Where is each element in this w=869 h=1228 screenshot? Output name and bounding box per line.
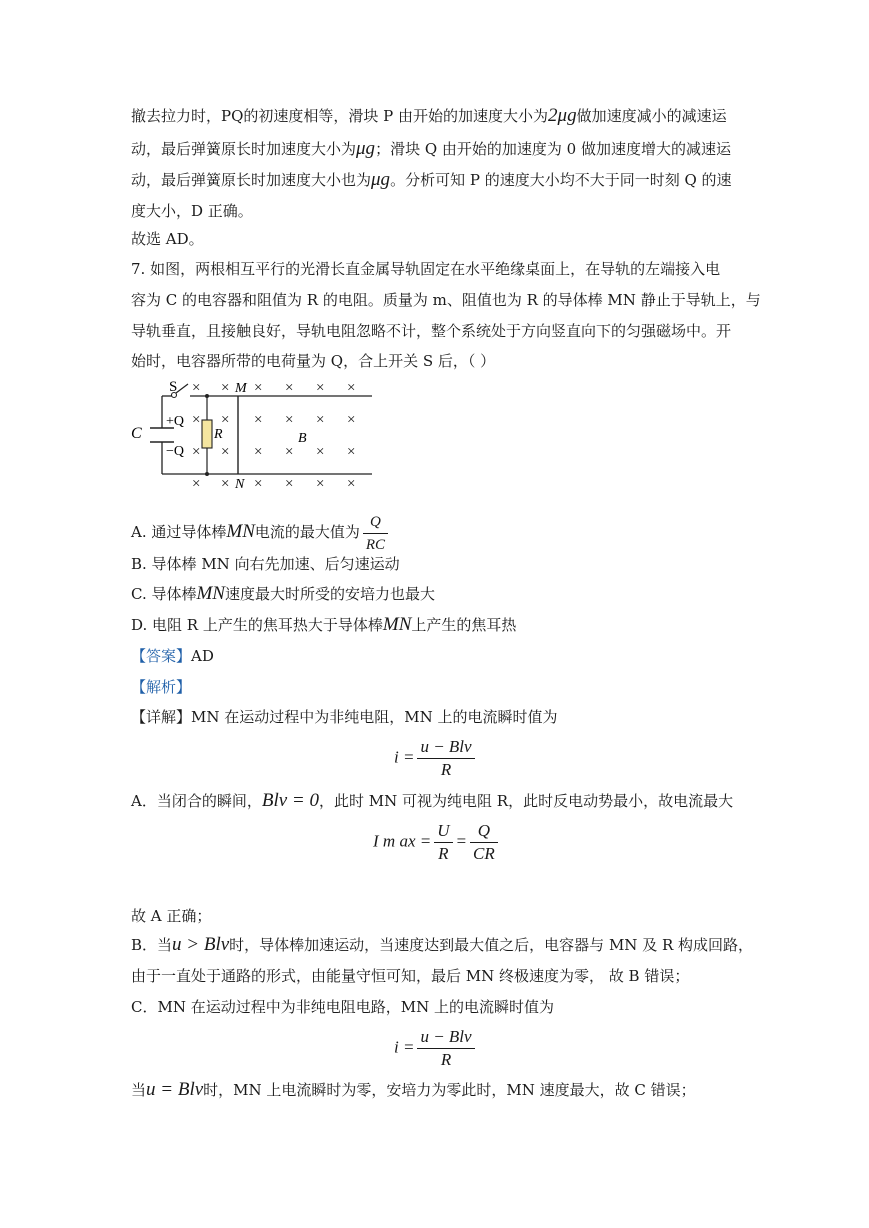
solution-conclusion: 故选 AD。	[131, 230, 204, 248]
question-line-4: 始时，电容器所带的电荷量为 Q，合上开关 S 后，（ ）	[131, 352, 496, 370]
solution-line-1: 撤去拉力时，PQ的初速度相等，滑块 P 由开始的加速度大小为2μg做加速度减小的减速运	[131, 105, 727, 126]
analysis-b-line-2: 由于一直处于通路的形式，由能量守恒可知，最后 MN 终极速度为零， 故 B 错误；	[131, 967, 690, 985]
solution-line-4: 度大小，D 正确。	[131, 202, 253, 220]
detail-line: 【详解】MN 在运动过程中为非纯电阻，MN 上的电流瞬时值为	[131, 708, 558, 726]
m-label: M	[235, 381, 247, 396]
minus-q-label: −Q	[166, 444, 185, 459]
svg-text:×: ×	[254, 444, 263, 460]
svg-text:×: ×	[347, 412, 356, 428]
svg-text:×: ×	[316, 412, 325, 428]
svg-text:×: ×	[316, 476, 325, 492]
svg-text:×: ×	[316, 380, 325, 396]
svg-text:×: ×	[192, 412, 201, 428]
switch-label: S	[169, 379, 178, 395]
analysis-last-line: 当u = Blv时，MN 上电流瞬时为零，安培力为零此时，MN 速度最大，故 C 错误；	[131, 1079, 696, 1100]
question-line-3: 导轨垂直，且接触良好，导轨电阻忽略不计，整个系统处于方向竖直向下的匀强磁场中。开	[131, 322, 732, 340]
svg-text:×: ×	[285, 444, 294, 460]
option-a: A. 通过导体棒MN电流的最大值为 $\frac{Q}{RC}$	[131, 510, 391, 556]
svg-text:×: ×	[192, 476, 201, 492]
analysis-a-line: A．当闭合的瞬间，Blv = 0，此时 MN 可视为纯电阻 R，此时反电动势最小，故电流最大	[131, 790, 734, 811]
svg-text:×: ×	[192, 444, 201, 460]
capacitor-label: C	[131, 425, 142, 442]
equation-2: I m ax = $\frac{U}{R}$ = $\frac{Q}{CR}$	[373, 820, 501, 865]
svg-text:×: ×	[285, 476, 294, 492]
svg-text:×: ×	[316, 444, 325, 460]
svg-text:×: ×	[347, 444, 356, 460]
plus-q-label: +Q	[166, 414, 185, 429]
equation-3: i = $\frac{\text{u − Blv}}{R}$	[394, 1026, 478, 1071]
svg-text:×: ×	[221, 380, 230, 396]
equation-1: i = $\frac{\text{u − Blv}}{R}$	[394, 736, 478, 781]
option-d: D. 电阻 R 上产生的焦耳热大于导体棒MN上产生的焦耳热	[131, 614, 517, 635]
field-label: B	[298, 431, 307, 446]
solution-line-3: 动，最后弹簧原长时加速度大小也为μg。分析可知 P 的速度大小均不大于同一时刻 Q 的速	[131, 169, 732, 190]
svg-text:×: ×	[285, 412, 294, 428]
svg-text:×: ×	[347, 476, 356, 492]
svg-text:×: ×	[221, 444, 230, 460]
svg-text:×: ×	[254, 380, 263, 396]
question-line-2: 容为 C 的电容器和阻值为 R 的电阻。质量为 m、阻值也为 R 的导体棒 MN 静止于导轨上，与	[131, 291, 761, 309]
option-b: B. 导体棒 MN 向右先加速、后匀速运动	[131, 555, 400, 573]
analysis-b-line-1: B．当u > Blv时，导体棒加速运动，当速度达到最大值之后，电容器与 MN 及 R 构成回路，	[131, 934, 754, 955]
answer-line: 【答案】AD	[131, 647, 214, 665]
circuit-figure	[128, 372, 378, 494]
analysis-label: 【解析】	[131, 678, 192, 696]
svg-text:×: ×	[254, 412, 263, 428]
question-line-1: 7. 如图，两根相互平行的光滑长直金属导轨固定在水平绝缘桌面上，在导轨的左端接入电	[131, 260, 721, 278]
svg-text:×: ×	[347, 380, 356, 396]
svg-text:×: ×	[221, 476, 230, 492]
svg-text:×: ×	[221, 412, 230, 428]
option-c: C. 导体棒MN速度最大时所受的安培力也最大	[131, 583, 435, 604]
n-label: N	[235, 477, 245, 492]
resistor-label: R	[214, 427, 223, 442]
analysis-c-line: C．MN 在运动过程中为非纯电阻电路，MN 上的电流瞬时值为	[131, 998, 554, 1016]
solution-line-2: 动，最后弹簧原长时加速度大小为μg；滑块 Q 由开始的加速度为 0 做加速度增大的减速运	[131, 138, 731, 159]
svg-text:×: ×	[192, 380, 201, 396]
svg-text:×: ×	[285, 380, 294, 396]
analysis-a-conclusion: 故 A 正确；	[131, 907, 212, 925]
svg-text:×: ×	[254, 476, 263, 492]
option-a-fraction: $\frac{Q}{RC}$	[363, 511, 388, 556]
